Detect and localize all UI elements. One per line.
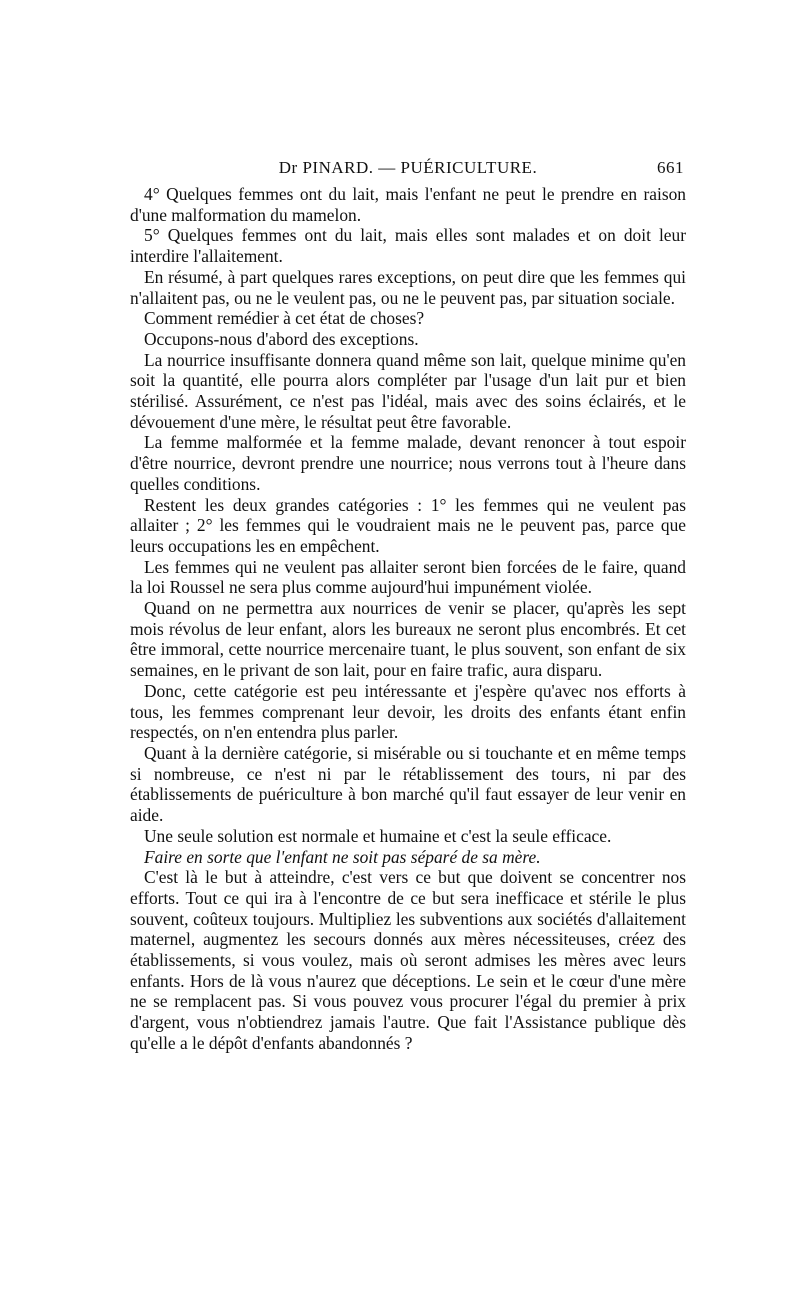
paragraph: Les femmes qui ne veulent pas allaiter seront bien forcées de le faire, quand la loi Roussel ne sera plus comme aujourd'hui impunément violée. <box>130 556 686 598</box>
page-number: 661 <box>657 158 684 177</box>
running-head: Dr PINARD. — PUÉRICULTURE. <box>278 158 538 177</box>
page-header <box>132 158 684 182</box>
paragraph: 4° Quelques femmes ont du lait, mais l'enfant ne peut le prendre en raison d'une malformation du mamelon. <box>130 184 686 225</box>
paragraph: Quant à la dernière catégorie, si misérable ou si touchante et en même temps si nombreuse, ce n'est ni par le rétablissement des tours, ni par des établissements de puériculture à bon marché qu'il faut essayer de leur venir en aide. <box>130 742 686 826</box>
paragraph: La nourrice insuffisante donnera quand même son lait, quelque minime qu'en soit la quantité, elle pourra alors compléter par l'usage d'un lait pur et bien stérilisé. Assurément, ce n'est pas l'idéal, mais avec des soins éclairés, et le dévouement d'une mère, le résultat peut être favorable. <box>130 349 686 432</box>
paragraph: C'est là le but à atteindre, c'est vers ce but que doivent se concentrer nos efforts. Tout ce qui ira à l'encontre de ce but sera inefficace et stérile le plus souvent, coûteux toujours. Multipliez les subventions aux sociétés d'allaitement maternel, augmentez les secours donnés aux mères nécessiteuses, créez des établissements, si vous voulez, mais où seront admises les mères avec leurs enfants. Hors de là vous n'aurez que déceptions. Le sein et le cœur d'une mère ne se remplacent pas. Si vous pouvez vous procurer l'égal du premier à prix d'argent, vous n'obtiendrez jamais l'autre. Que fait l'Assistance publique dès qu'elle a le dépôt d'enfants abandonnés ? <box>130 867 686 1053</box>
paragraph: La femme malformée et la femme malade, devant renoncer à tout espoir d'être nourrice, devront prendre une nourrice; nous verrons tout à l'heure dans quelles conditions. <box>130 432 686 494</box>
paragraph: Donc, cette catégorie est peu intéressante et j'espère qu'avec nos efforts à tous, les femmes comprenant leur devoir, les droits des enfants étant enfin respectés, on n'en entendra plus parler. <box>130 680 686 743</box>
body-text <box>130 184 686 1054</box>
paragraph: Occupons-nous d'abord des exceptions. <box>144 328 419 349</box>
paragraph: Une seule solution est normale et humaine et c'est la seule efficace. <box>144 825 612 846</box>
paragraph: Restent les deux grandes catégories : 1° les femmes qui ne veulent pas allaiter ; 2° les femmes qui le voudraient mais ne le peuvent pas, parce que leurs occupations les en empêchent. <box>130 494 686 556</box>
paragraph: En résumé, à part quelques rares exceptions, on peut dire que les femmes qui n'allaitent pas, ou ne le veulent pas, ou ne le peuvent pas, par situation sociale. <box>130 266 686 308</box>
paragraph: 5° Quelques femmes ont du lait, mais elles sont malades et on doit leur interdire l'allaitement. <box>130 225 686 267</box>
paragraph: Comment remédier à cet état de choses? <box>144 308 425 329</box>
paragraph: Quand on ne permettra aux nourrices de venir se placer, qu'après les sept mois révolus de leur enfant, alors les bureaux ne seront plus encombrés. Et cet être immoral, cette nourrice mercenaire tuant, le plus souvent, son enfant de six semaines, en le privant de son lait, pour en faire trafic, aura disparu. <box>130 598 686 681</box>
emphasized-paragraph: Faire en sorte que l'enfant ne soit pas séparé de sa mère. <box>144 846 541 867</box>
